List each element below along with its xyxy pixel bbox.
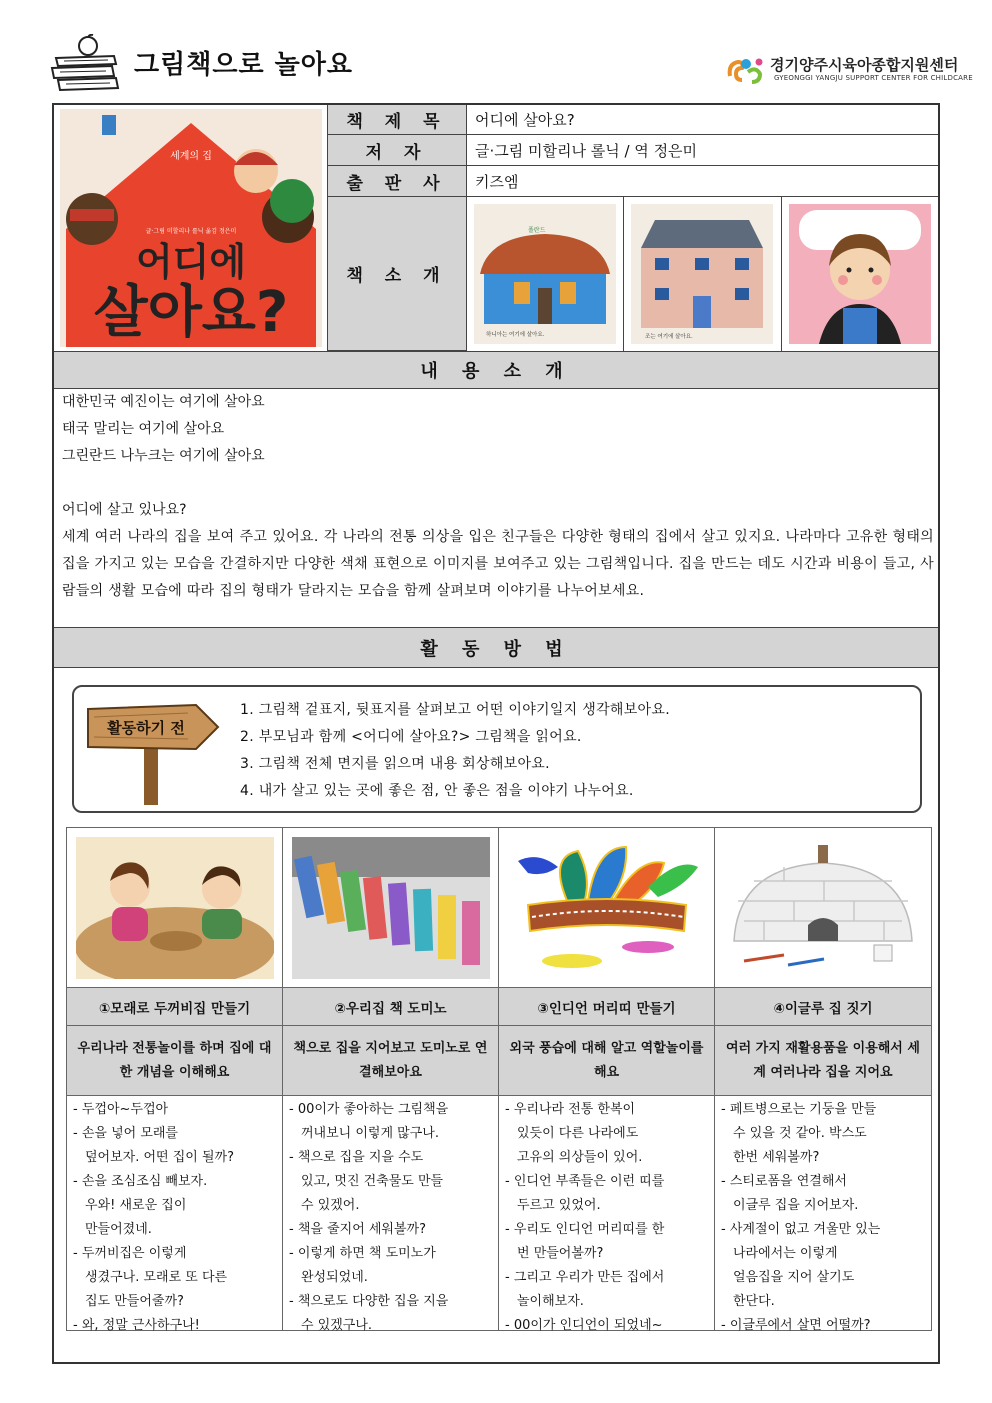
desc-line: 이글루 집을 지어보자. — [733, 1198, 859, 1213]
step-item: 2. 부모님과 함께 <어디에 살아요?> 그림책을 읽어요. — [240, 729, 582, 745]
intro-picture-2-caption: 조는 여기에 살아요. — [645, 334, 694, 340]
activity-title: ②우리집 책 도미노 — [283, 988, 498, 1026]
desc-line: 한단다. — [733, 1294, 775, 1309]
desc-line: 있듯이 다른 나라에도 — [517, 1126, 639, 1141]
desc-line: - 00이가 인디언이 되었네~ — [505, 1318, 663, 1333]
activity-column — [67, 828, 283, 1333]
book-intro-pictures — [467, 197, 938, 351]
desc-line: 고유의 의상들이 있어. — [517, 1150, 643, 1165]
intro-picture-1-caption: 하니아는 여기에 살아요. — [486, 332, 545, 338]
value-author: 글·그림 미할리나 롤닉 / 역 정은미 — [467, 135, 938, 166]
activity-image-sand — [67, 828, 282, 988]
desc-line: 우와! 새로운 집이 — [85, 1198, 187, 1213]
desc-line: 수 있겠구나. — [301, 1318, 373, 1333]
activity-subtitle: 우리나라 전통놀이를 하며 집에 대한 개념을 이해해요 — [67, 1026, 282, 1096]
book-cover-illustration — [60, 109, 322, 347]
intro-picture-brick-house — [624, 197, 781, 351]
desc-line: - 두꺼비집은 이렇게 — [73, 1246, 187, 1261]
content-line: 태국 말리는 여기에 살아요 — [62, 421, 225, 437]
cover-title-line2: 살아요? — [93, 280, 289, 345]
activity-description — [289, 1098, 493, 1338]
activity-image-book-domino — [283, 828, 498, 988]
intro-picture-poland-house — [467, 197, 624, 351]
label-author: 저 자 — [328, 135, 467, 166]
label-publisher: 출 판 사 — [328, 166, 467, 197]
desc-line: - 스티로폼을 연결해서 — [721, 1174, 847, 1189]
step-item: 3. 그림책 전체 면지를 읽으며 내용 회상해보아요. — [240, 756, 550, 772]
content-question: 어디에 살고 있나요? — [62, 502, 187, 518]
desc-line: - 이렇게 하면 책 도미노가 — [289, 1246, 436, 1261]
page-title: 그림책으로 놀아요 — [134, 50, 353, 80]
desc-line: - 손을 조심조심 빼보자. — [73, 1174, 208, 1189]
intro-picture-child — [782, 197, 938, 351]
desc-line: 완성되었네. — [301, 1270, 368, 1285]
desc-line: - 이글루에서 살면 어떨까? — [721, 1318, 871, 1333]
activity-image-headband — [499, 828, 714, 988]
activity-subtitle: 여러 가지 재활용품을 이용해서 세계 여러나라 집을 지어요 — [715, 1026, 931, 1096]
org-name-korean: 경기양주시육아종합지원센터 — [770, 56, 959, 74]
activity-title: ③인디언 머리띠 만들기 — [499, 988, 714, 1026]
cover-title-line1: 어디에 — [135, 240, 247, 284]
cover-series: 세계의 집 — [170, 151, 212, 162]
signpost — [84, 697, 224, 805]
desc-line: - 그리고 우리가 만든 집에서 — [505, 1270, 665, 1285]
desc-line: - 인디언 부족들은 이런 띠를 — [505, 1174, 665, 1189]
method-section-title: 활 동 방 법 — [54, 627, 938, 668]
desc-line: 집도 만들어줄까? — [85, 1294, 184, 1309]
desc-line: - 와, 정말 근사하구나! — [73, 1318, 200, 1333]
desc-line: - 손을 넣어 모래를 — [73, 1126, 178, 1141]
before-steps-list — [240, 697, 670, 805]
org-name-english: GYEONGGI YANGJU SUPPORT CENTER FOR CHILDCARE — [774, 74, 973, 82]
sign-label: 활동하기 전 — [107, 719, 185, 737]
desc-line: 수 있겠어. — [301, 1198, 360, 1213]
desc-line: 수 있을 것 같아. 박스도 — [733, 1126, 867, 1141]
book-stack-apple-icon — [50, 34, 122, 92]
before-activity-box — [72, 685, 922, 813]
wooden-signpost-icon — [84, 697, 224, 805]
activity-description — [721, 1098, 925, 1338]
desc-line: 꺼내보니 이렇게 많구나. — [301, 1126, 439, 1141]
desc-line: - 우리나라 전통 한복이 — [505, 1102, 636, 1117]
desc-line: 나라에서는 이렇게 — [733, 1246, 838, 1261]
desc-line: 놀이해보자. — [517, 1294, 584, 1309]
page-header — [48, 30, 973, 100]
worksheet-frame — [52, 103, 940, 1364]
activity-description — [73, 1098, 277, 1338]
intro-picture-1-label: 폴란드 — [528, 227, 546, 234]
value-book-title: 어디에 살아요? — [467, 105, 938, 135]
desc-line: 만들어졌네. — [85, 1222, 152, 1237]
activity-column — [283, 828, 499, 1333]
cover-credit: 글·그림 미할리나 롤닉 옮김 정은미 — [145, 228, 237, 235]
desc-line: 있고, 멋진 건축물도 만들 — [301, 1174, 444, 1189]
activity-subtitle: 책으로 집을 지어보고 도미노로 연결해보아요 — [283, 1026, 498, 1096]
activity-description — [505, 1098, 709, 1338]
value-publisher: 키즈엠 — [467, 166, 938, 197]
content-intro-text — [62, 389, 934, 605]
center-logo-icon — [726, 54, 766, 86]
book-cover — [54, 105, 328, 351]
desc-line: - 00이가 좋아하는 그림책을 — [289, 1102, 449, 1117]
activities-grid — [66, 827, 932, 1331]
step-item: 4. 내가 살고 있는 곳에 좋은 점, 안 좋은 점을 이야기 나누어요. — [240, 783, 634, 799]
content-line: 대한민국 예진이는 여기에 살아요 — [62, 394, 265, 410]
desc-line: - 우리도 인디언 머리띠를 한 — [505, 1222, 665, 1237]
desc-line: - 책으로도 다양한 집을 지을 — [289, 1294, 449, 1309]
desc-line: - 페트병으로는 기둥을 만들 — [721, 1102, 877, 1117]
desc-line: 덮어보자. 어떤 집이 될까? — [85, 1150, 235, 1165]
desc-line: - 사계절이 없고 겨울만 있는 — [721, 1222, 881, 1237]
content-section-title: 내 용 소 개 — [54, 351, 938, 389]
book-info-table — [54, 105, 938, 351]
desc-line: 번 만들어볼까? — [517, 1246, 604, 1261]
desc-line: 두르고 있었어. — [517, 1198, 601, 1213]
label-book-intro: 책 소 개 — [328, 197, 467, 351]
activity-column — [715, 828, 931, 1333]
step-item: 1. 그림책 겉표지, 뒷표지를 살펴보고 어떤 이야기일지 생각해보아요. — [240, 702, 670, 718]
activity-subtitle: 외국 풍습에 대해 알고 역할놀이를 해요 — [499, 1026, 714, 1096]
desc-line: - 두껍아~두껍아 — [73, 1102, 169, 1117]
content-line: 그린란드 나누크는 여기에 살아요 — [62, 448, 265, 464]
activity-column — [499, 828, 715, 1333]
desc-line: 얼음집을 지어 살기도 — [733, 1270, 855, 1285]
desc-line: - 책으로 집을 지을 수도 — [289, 1150, 424, 1165]
center-logo — [726, 54, 973, 90]
desc-line: 한번 세워볼까? — [733, 1150, 820, 1165]
activity-title: ①모래로 두꺼비집 만들기 — [67, 988, 282, 1026]
desc-line: 생겼구나. 모래로 또 다른 — [85, 1270, 228, 1285]
activity-title: ④이글루 집 짓기 — [715, 988, 931, 1026]
activity-image-igloo — [715, 828, 931, 988]
content-paragraph: 세계 여러 나라의 집을 보여 주고 있어요. 각 나라의 전통 의상을 입은 친구들은 다양한 형태의 집에서 살고 있지요. 나라마다 고유한 형태의 집을 가지고 있는 모습을 간결하지만 다양한 색채 표현으로 이미지를 보여주고 있는 그림책입니다. 집을 만드는 데도 시간과 비용이 들고, 사람들의 생활 모습에 따라 집의 형태가 달라지는 모습을 함께 살펴보며 이야기를 나누어보세요. — [62, 529, 934, 599]
desc-line: - 책을 줄지어 세워볼까? — [289, 1222, 427, 1237]
label-book-title: 책 제 목 — [328, 105, 467, 135]
